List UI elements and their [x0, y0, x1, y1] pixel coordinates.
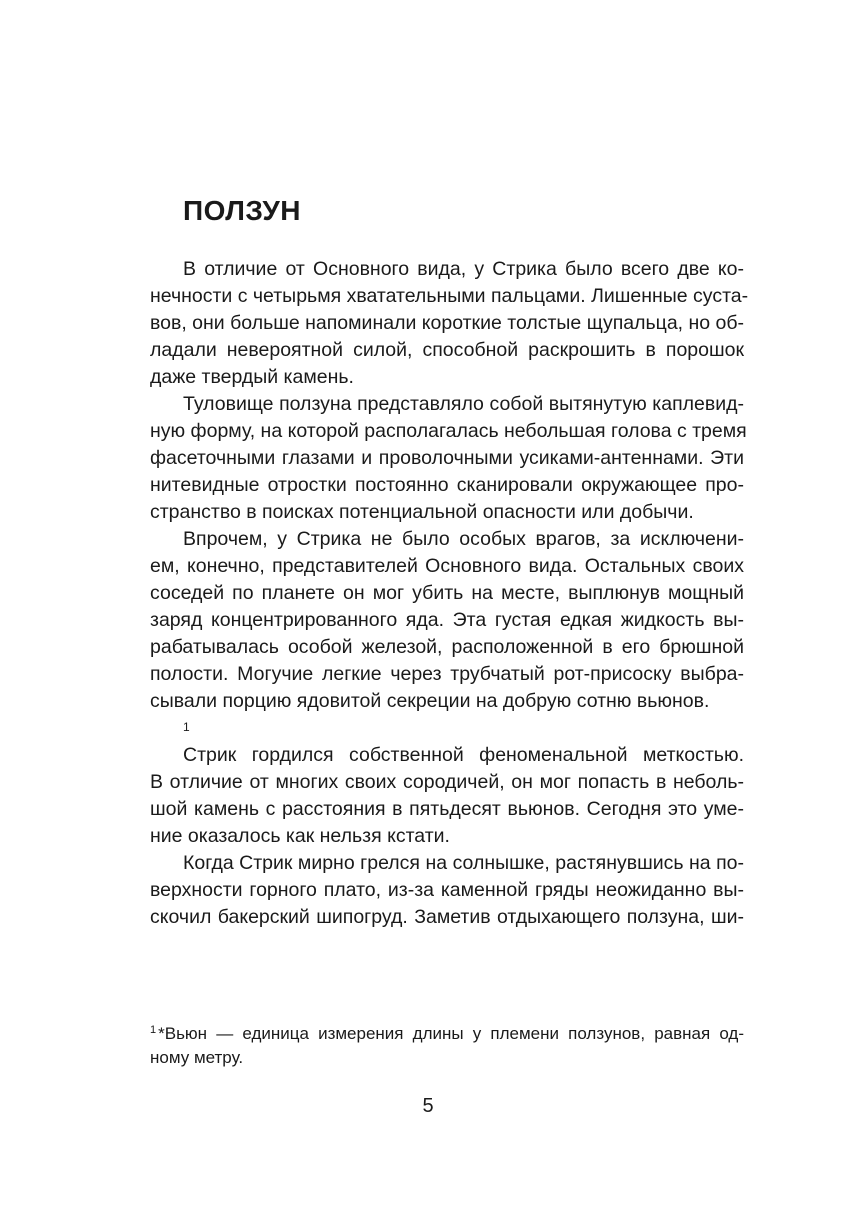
text-line: странство в поисках потенциальной опасности или добычи. [150, 501, 694, 523]
text-line: ную форму, на которой располагалась небольшая голова с тремя [150, 420, 747, 442]
text-line: ем, конечно, представителей Основного вида. Остальных своих [150, 555, 744, 577]
text-line: сывали порцию ядовитой секреции на добрую сотню вьюнов. [150, 690, 710, 712]
text-line: В отличие от Основного вида, у Стрика было всего две ко- [183, 258, 744, 280]
footnote-marker: 1 [183, 720, 190, 734]
text-line: В отличие от многих своих сородичей, он мог попасть в неболь- [150, 771, 744, 793]
text-line: Впрочем, у Стрика не было особых врагов, за исключени- [183, 528, 744, 550]
text-line: Когда Стрик мирно грелся на солнышке, растянувшись на по- [183, 852, 744, 874]
footnote-number: 1 [150, 1024, 157, 1036]
text-line: скочил бакерский шипогруд. Заметив отдыхающего ползуна, ши- [150, 906, 744, 928]
text-line: нитевидные отростки постоянно сканировали окружающее про- [150, 474, 744, 496]
text-line: ние оказалось как нельзя кстати. [150, 825, 450, 847]
footnote-text: *Вьюн — единица измерения длины у племени ползунов, равная од- [158, 1024, 744, 1043]
footnote [150, 1017, 744, 1071]
footnote-line [150, 1017, 744, 1044]
text-line: верхности горного плато, из-за каменной гряды неожиданно вы- [150, 879, 744, 901]
text-line: даже твердый камень. [150, 366, 354, 388]
text-line: полости. Могучие легкие через трубчатый рот-присоску выбра- [150, 663, 744, 685]
text-line: нечности с четырьмя хватательными пальцами. Лишенные суста- [150, 285, 749, 307]
page-number: 5 [422, 1095, 434, 1117]
chapter-title: ПОЛЗУН [183, 195, 301, 226]
text-line: вов, они больше напоминали короткие толстые щупальца, но об- [150, 312, 745, 334]
text-line: шой камень с расстояния в пятьдесят вьюнов. Сегодня это уме- [150, 798, 744, 820]
text-line: соседей по планете он мог убить на месте, выплюнув мощный [150, 582, 744, 604]
body-text [150, 256, 749, 931]
text-line: рабатывалась особой железой, расположенной в его брюшной [150, 636, 744, 658]
text-line: Туловище ползуна представляло собой вытянутую каплевид- [183, 393, 744, 415]
footnote-line: ному метру. [150, 1048, 244, 1067]
text-line: ладали невероятной силой, способной раскрошить в порошок [150, 339, 744, 361]
text-line: фасеточными глазами и проволочными усиками-антеннами. Эти [150, 447, 744, 469]
text-line: Стрик гордился собственной феноменальной меткостью. [183, 744, 744, 766]
text-line: заряд концентрированного яда. Эта густая едкая жидкость вы- [150, 609, 744, 631]
